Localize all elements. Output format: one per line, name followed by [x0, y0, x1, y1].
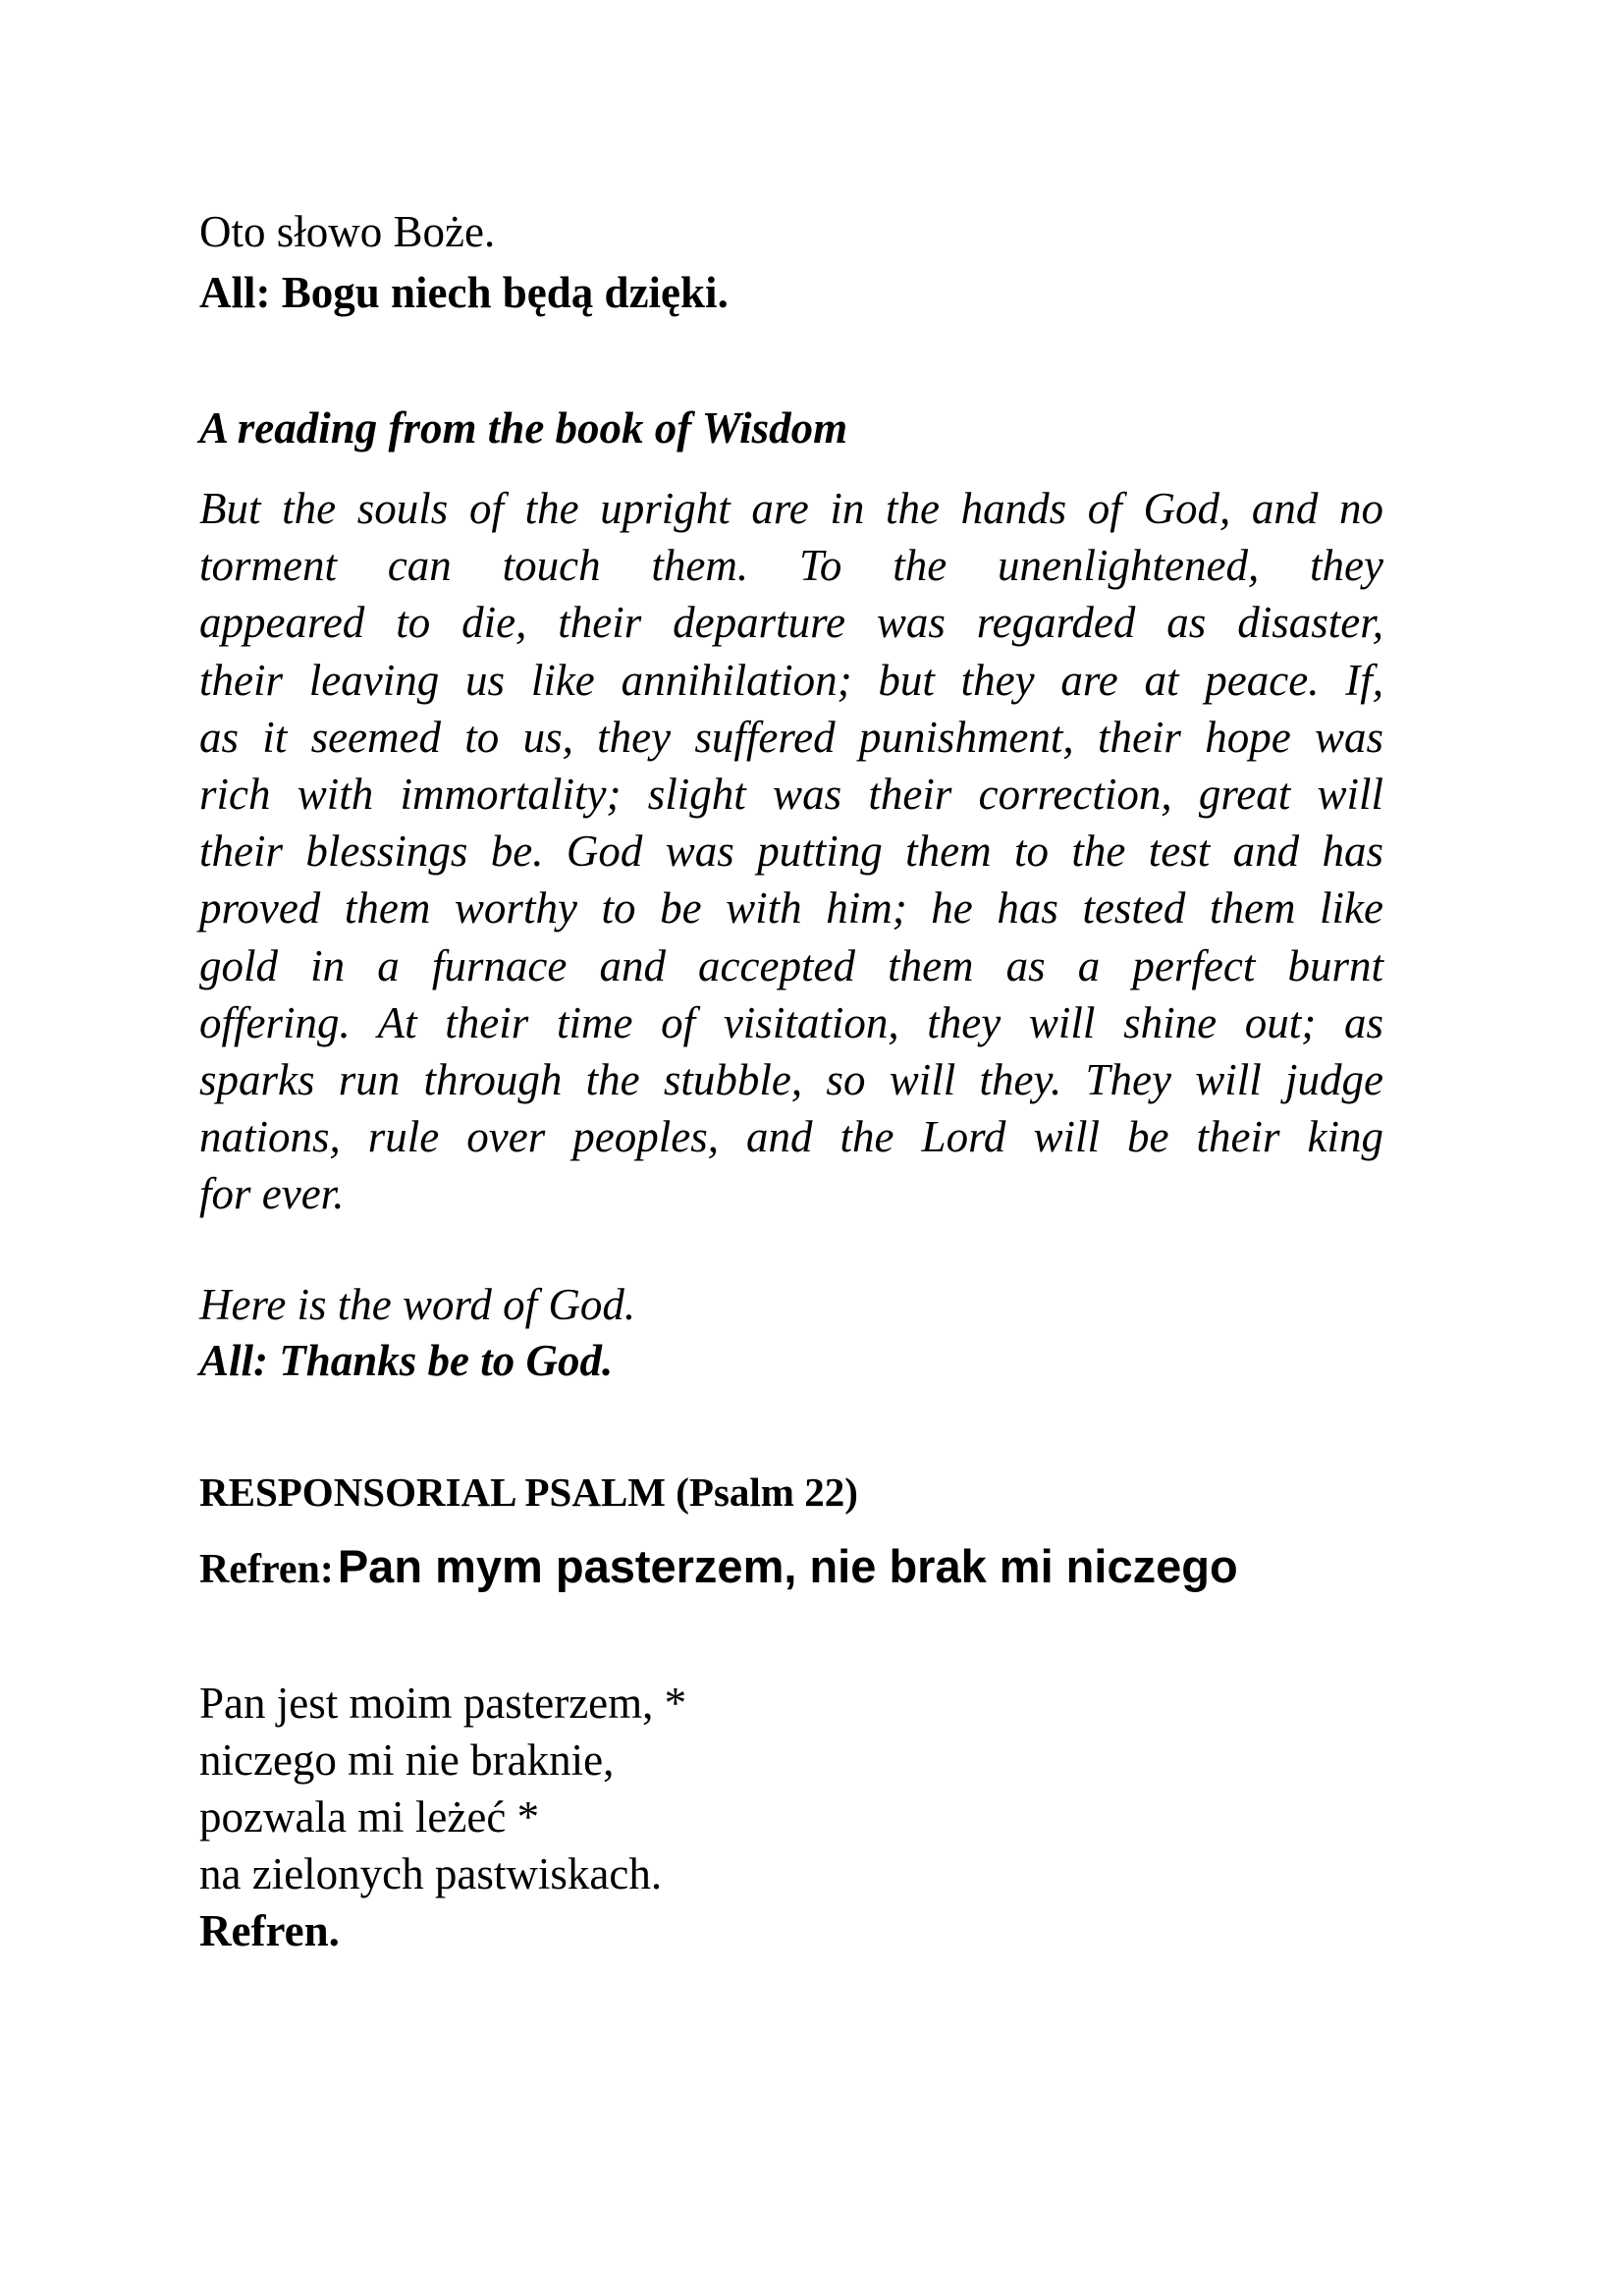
psalm-verse-line: na zielonych pastwiskach. [199, 1849, 663, 1898]
reading-text [199, 480, 1383, 1222]
psalm-verse-line: Pan jest moim pasterzem, * [199, 1679, 687, 1728]
reading-line: as it seemed to us, they suffered punishment, their hope was [199, 712, 1383, 762]
reading-closing-line: Here is the word of God. [199, 1280, 636, 1329]
polish-response-line: All: Bogu niech będą dzięki. [199, 268, 729, 317]
refrain-text: Pan mym pasterzem, nie brak mi niczego [337, 1540, 1238, 1592]
refrain-label: Refren: [199, 1547, 334, 1592]
psalm-refrain [199, 1540, 1238, 1592]
reading-line: But the souls of the upright are in the hands of God, and no [199, 484, 1383, 533]
reading-title: A reading from the book of Wisdom [199, 403, 848, 453]
reading-response-line: All: Thanks be to God. [199, 1336, 614, 1385]
reading-line: sparks run through the stubble, so will they. They will judge [199, 1054, 1383, 1104]
reading-line: torment can touch them. To the unenlightened, they [199, 541, 1383, 591]
reading-line: gold in a furnace and accepted them as a perfect burnt [199, 940, 1383, 990]
reading-line: appeared to die, their departure was regarded as disaster, [199, 598, 1383, 648]
reading-line: offering. At their time of visitation, they will shine out; as [199, 997, 1383, 1047]
reading-line: nations, rule over peoples, and the Lord will be their king [199, 1112, 1383, 1162]
reading-line: their leaving us like annihilation; but they are at peace. If, [199, 655, 1383, 705]
reading-line: for ever. [199, 1169, 345, 1219]
polish-closing-line: Oto słowo Boże. [199, 207, 496, 256]
reading-line: their blessings be. God was putting them to the test and has [199, 827, 1383, 877]
psalm-verse-line: pozwala mi leżeć * [199, 1792, 540, 1842]
psalm-verse-line: niczego mi nie braknie, [199, 1735, 615, 1785]
reading-line: rich with immortality; slight was their correction, great will [199, 769, 1383, 819]
refrain-repeat: Refren. [199, 1906, 340, 1955]
reading-line: proved them worthy to be with him; he has tested them like [199, 883, 1383, 934]
psalm-heading: RESPONSORIAL PSALM (Psalm 22) [199, 1469, 858, 1515]
